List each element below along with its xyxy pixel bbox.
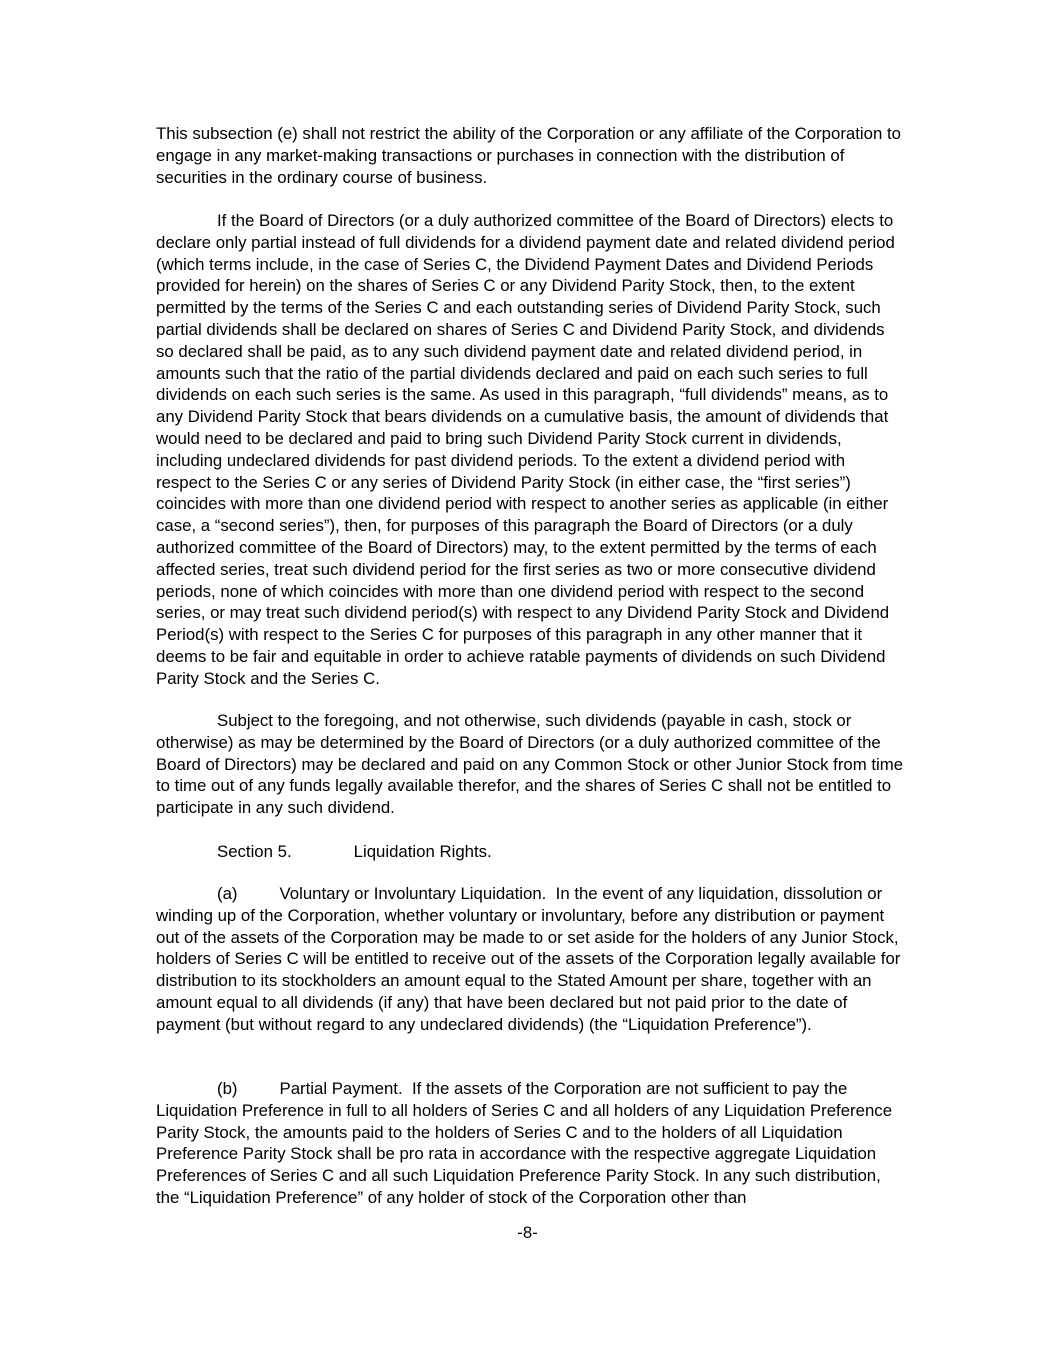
section-title: Liquidation Rights. (353, 842, 492, 861)
paragraph-partial-dividends: If the Board of Directors (or a duly authorized committee of the Board of Directors) elects to declare only partial instead of full dividends for a dividend payment date and related dividend period (which terms include, in the case of Series C, the Dividend Payment Dates and Dividend Periods provided for herein) on the shares of Series C or any Dividend Parity Stock, then, to the extent permitted by the terms of the Series C and each outstanding series of Dividend Parity Stock, such partial dividends shall be declared on shares of Series C and Dividend Parity Stock, and dividends so declared shall be paid, as to any such dividend payment date and related dividend period, in amounts such that the ratio of the partial dividends declared and paid on each such series to full dividends on each such series is the same. As used in this paragraph, “full dividends” means, as to any Dividend Parity Stock that bears dividends on a cumulative basis, the amount of dividends that would need to be declared and paid to bring such Dividend Parity Stock current in dividends, including undeclared dividends for past dividend periods. To the extent a dividend period with respect to the Series C or any series of Dividend Parity Stock (in either case, the “first series”) coincides with more than one dividend period with respect to another series as applicable (in either case, a “second series”), then, for purposes of this paragraph the Board of Directors (or a duly authorized committee of the Board of Directors) may, to the extent permitted by the terms of each affected series, treat such dividend period for the first series as two or more consecutive dividend periods, none of which coincides with more than one dividend period with respect to the second series, or may treat such dividend period(s) with respect to any Dividend Parity Stock and Dividend Period(s) with respect to the Series C for purposes of this paragraph in any other manner that it deems to be fair and equitable in order to achieve ratable payments of dividends on such Dividend Parity Stock and the Series C. (156, 211, 895, 688)
subsection-b-paragraph (156, 1078, 904, 1209)
subsection-b-text: If the assets of the Corporation are not sufficient to pay the Liquidation Preference in full to all holders of Series C and all holders of any Liquidation Preference Parity Stock, the amounts paid to the holders of Series C and to the holders of all Liquidation Preference Parity Stock shall be pro rata in accordance with the respective aggregate Liquidation Preferences of Series C and all such Liquidation Preference Parity Stock. In any such distribution, the “Liquidation Preference” of any holder of stock of the Corporation other than (156, 1079, 893, 1207)
paragraph-subsection-e-restriction: This subsection (e) shall not restrict the ability of the Corporation or any affiliate of the Corporation to engage in any market-making transactions or purchases in connection with the distribution of securities in the ordinary course of business. (156, 124, 901, 187)
subsection-a-paragraph (156, 883, 904, 1036)
paragraph-junior-stock-dividends: Subject to the foregoing, and not otherwise, such dividends (payable in cash, stock or otherwise) as may be determined by the Board of Directors (or a duly authorized committee of the Board of Directors) may be declared and paid on any Common Stock or other Junior Stock from time to time out of any funds legally available therefor, and the shares of Series C shall not be entitled to participate in any such dividend. (156, 711, 904, 818)
section-heading (217, 841, 492, 863)
subsection-a-heading: Voluntary or Involuntary Liquidation. (279, 884, 547, 903)
section-number: Section 5. (217, 842, 292, 861)
subsection-a-text: In the event of any liquidation, dissolution or winding up of the Corporation, whether voluntary or involuntary, before any distribution or payment out of the assets of the Corporation may be made to or set aside for the holders of any Junior Stock, holders of Series C will be entitled to receive out of the assets of the Corporation legally available for distribution to its stockholders an amount equal to the Stated Amount per share, together with an amount equal to all dividends (if any) that have been declared but not paid prior to the date of payment (but without regard to any undeclared dividends) (the “Liquidation Preference”). (156, 884, 901, 1034)
subsection-b-label: (b) (217, 1079, 238, 1098)
subsection-b-heading: Partial Payment. (279, 1079, 403, 1098)
page-number: -8- (517, 1223, 538, 1242)
subsection-a-label: (a) (217, 884, 238, 903)
